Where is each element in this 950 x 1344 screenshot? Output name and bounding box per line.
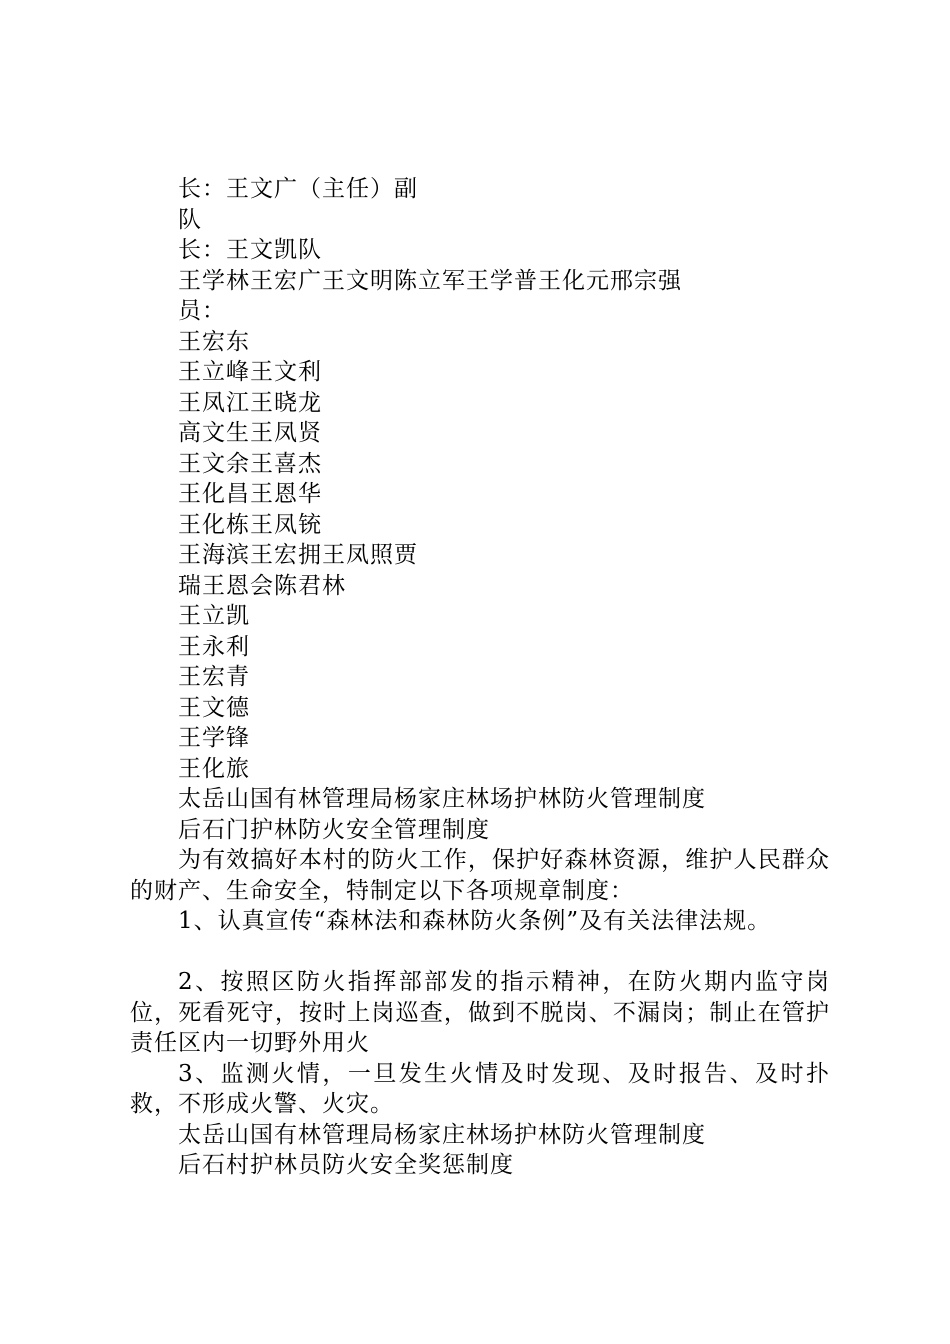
member-name-line: 瑞王恩会陈君林 [178,572,346,599]
member-name-line: 王文余王喜杰 [178,450,322,477]
rule-paragraph-1: 1、认真宣传“森林法和森林防火条例”及有关法律法规。 [178,908,772,934]
text-line: 长：王文凯队 [178,237,322,263]
rule-paragraph-3: 3、监测火情，一旦发生火情及时发现、及时报告、及时扑救，不形成火警、火灾。 [130,1060,830,1117]
member-name-line: 王立峰王文利 [178,359,322,385]
section-heading: 太岳山国有林管理局杨家庄林场护林防火管理制度 [178,786,706,812]
section-subheading: 后石门护林防火安全管理制度 [178,816,490,843]
member-name-line: 王学锋 [178,725,250,751]
text-line: 长：王文广（主任）副 [178,176,418,202]
document-body [130,174,830,1181]
member-name-line: 王化栋王凤铳 [178,511,322,538]
text-line: 员： [178,298,226,324]
rule-paragraph-2: 2、按照区防火指挥部部发的指示精神，在防火期内监守岗位，死看死守，按时上岗巡查，做到不脱岗、不漏岗；制止在管护责任区内一切野外用火 [130,969,830,1056]
text-line: 队 [178,206,202,233]
member-name-line: 王化昌王恩华 [178,481,322,507]
intro-paragraph: 为有效搞好本村的防火工作，保护好森林资源，维护人民群众的财产、生命安全，特制定以下各项规章制度： [130,847,830,904]
member-name-line: 高文生王凤贤 [178,420,322,446]
member-name-line: 王立凯 [178,603,250,629]
member-name-line: 王文德 [178,694,250,721]
member-name-line: 王宏东 [178,328,250,355]
text-line: 王学林王宏广王文明陈立军王学普王化元邢宗强 [178,267,682,294]
member-name-line: 王永利 [178,633,250,660]
member-name-line: 王凤江王晓龙 [178,389,322,416]
section-heading: 太岳山国有林管理局杨家庄林场护林防火管理制度 [178,1121,706,1148]
paragraph-gap [130,937,830,968]
section-subheading: 后石村护林员防火安全奖惩制度 [178,1152,514,1178]
member-name-line: 王宏青 [178,664,250,690]
member-name-line: 王海滨王宏拥王凤照贾 [178,542,418,568]
member-name-line: 王化旅 [178,755,250,782]
